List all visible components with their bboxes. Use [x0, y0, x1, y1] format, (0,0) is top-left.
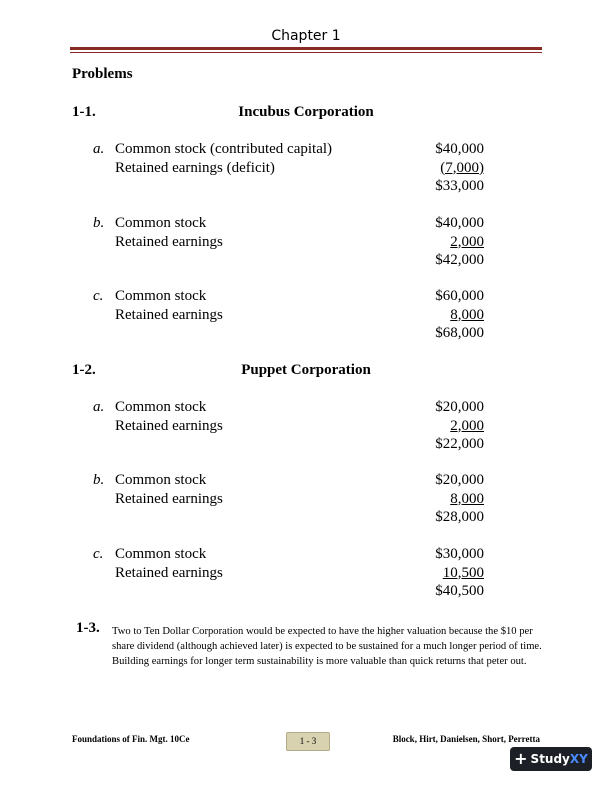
section-heading: Problems [72, 66, 133, 82]
line-label: Common stock [115, 288, 207, 304]
problem-number: 1-3. [76, 620, 100, 636]
solution-part [0, 546, 612, 602]
total-amount: $33,000 [435, 178, 484, 194]
amount: $40,000 [435, 215, 484, 231]
line-label: Common stock [115, 472, 207, 488]
problem-number: 1-2. [72, 362, 96, 378]
page-number: 1 - 3 [286, 732, 330, 751]
total-amount: $68,000 [435, 325, 484, 341]
amount: $60,000 [435, 288, 484, 304]
line-label: Retained earnings [115, 233, 223, 250]
amount: 8,000 [450, 490, 484, 507]
amount: $30,000 [435, 546, 484, 562]
part-letter: b. [93, 215, 105, 231]
brand-name: Study [530, 752, 570, 766]
brand-logo[interactable] [510, 747, 592, 771]
amount: $40,000 [435, 141, 484, 157]
line-label: Retained earnings [115, 490, 223, 507]
line-label: Common stock [115, 215, 207, 231]
line-label: Retained earnings [115, 417, 223, 434]
footer-authors: Block, Hirt, Danielsen, Short, Perretta [392, 734, 540, 744]
company-title: Incubus Corporation [238, 104, 374, 120]
line-label: Common stock (contributed capital) [115, 141, 333, 157]
amount: $20,000 [435, 399, 484, 415]
part-letter: a. [93, 399, 105, 415]
total-amount: $28,000 [435, 509, 484, 525]
line-label: Retained earnings (deficit) [115, 159, 275, 176]
amount: 8,000 [450, 306, 484, 323]
solution-part [0, 141, 612, 197]
amount: $20,000 [435, 472, 484, 488]
header-rule-thick [70, 47, 542, 50]
part-letter: a. [93, 141, 105, 157]
solution-part [0, 288, 612, 344]
part-letter: c. [93, 546, 104, 562]
solution-part [0, 399, 612, 455]
solution-part [0, 215, 612, 271]
page-header-title: Chapter 1 [271, 28, 341, 44]
footer-book-title: Foundations of Fin. Mgt. 10Ce [72, 734, 190, 744]
total-amount: $40,500 [435, 583, 484, 599]
part-letter: b. [93, 472, 105, 488]
problem-number: 1-1. [72, 104, 96, 120]
brand-name-accent: XY [569, 752, 588, 766]
total-amount: $42,000 [435, 252, 484, 268]
problem-answer-text: Two to Ten Dollar Corporation would be expected to have the higher valuation because the $10 per share dividend (although achieved later) is expected to be sustained for a much longer period of time. Building earnings for longer term sustainability is more valuable than quick returns that peter out. [112, 626, 542, 667]
header-rule-thin [70, 52, 542, 53]
amount: 10,500 [442, 564, 484, 581]
line-label: Common stock [115, 546, 207, 562]
amount: 2,000 [450, 233, 484, 250]
line-label: Common stock [115, 399, 207, 415]
line-label: Retained earnings [115, 564, 223, 581]
amount: 2,000 [450, 417, 484, 434]
company-title: Puppet Corporation [241, 362, 371, 378]
plus-icon: + [514, 749, 528, 768]
line-label: Retained earnings [115, 306, 223, 323]
total-amount: $22,000 [435, 436, 484, 452]
solution-part [0, 472, 612, 528]
part-letter: c. [93, 288, 104, 304]
amount: (7,000) [440, 159, 484, 176]
